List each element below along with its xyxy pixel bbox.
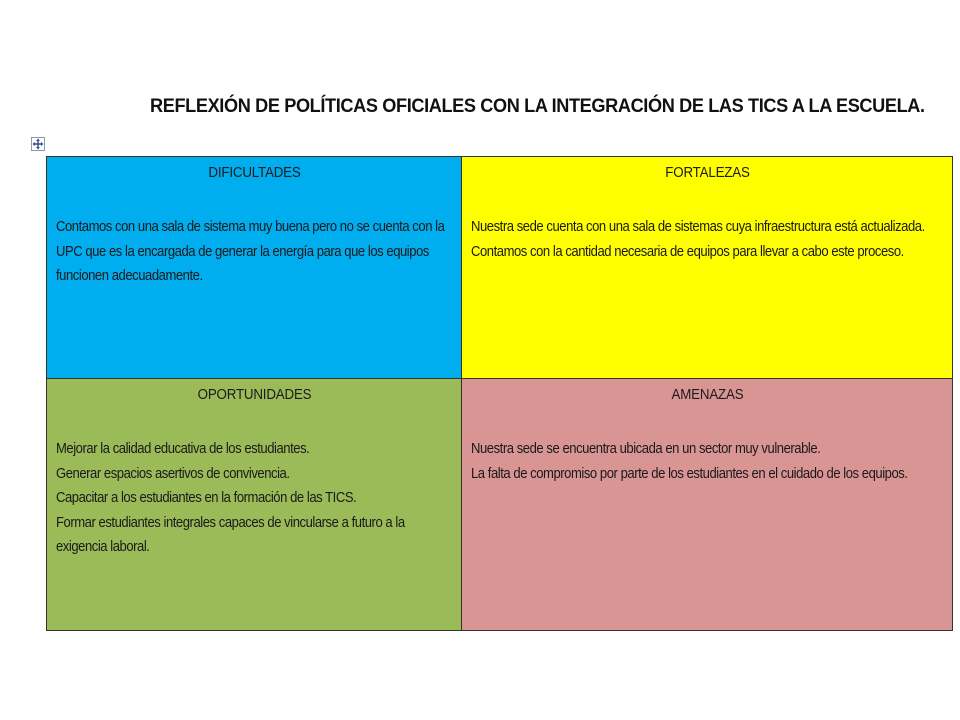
cell-amenazas[interactable] (462, 379, 953, 631)
swot-table (46, 156, 953, 631)
body-amenazas (471, 437, 944, 486)
header-dificultades: DIFICULTADES (208, 165, 301, 181)
header-oportunidades: OPORTUNIDADES (197, 387, 312, 403)
header-amenazas: AMENAZAS (671, 387, 744, 403)
move-icon (32, 138, 44, 150)
cell-oportunidades[interactable] (47, 379, 462, 631)
body-oportunidades (56, 437, 453, 560)
body-dificultades (56, 215, 453, 289)
paragraph: Nuestra sede cuenta con una sala de sistemas cuya infraestructura está actualizada. (471, 219, 925, 235)
paragraph: La falta de compromiso por parte de los estudiantes en el cuidado de los equipos. (471, 465, 908, 482)
cell-fortalezas[interactable] (462, 157, 953, 379)
header-fortalezas: FORTALEZAS (665, 165, 750, 181)
document-title: REFLEXIÓN DE POLÍTICAS OFICIALES CON LA INTEGRACIÓN DE LAS TICS A LA ESCUELA. (150, 95, 925, 117)
table-move-handle[interactable] (31, 137, 45, 151)
paragraph: Contamos con la cantidad necesaria de equipos para llevar a cabo este proceso. (471, 243, 904, 260)
paragraph: Generar espacios asertivos de convivencia. (56, 465, 290, 482)
cell-dificultades[interactable] (47, 157, 462, 379)
paragraph: Capacitar a los estudiantes en la formación de las TICS. (56, 490, 357, 506)
paragraph: Formar estudiantes integrales capaces de vincularse a futuro a la exigencia laboral. (56, 514, 405, 555)
paragraph: Mejorar la calidad educativa de los estudiantes. (56, 441, 310, 457)
paragraph: Contamos con una sala de sistema muy buena pero no se cuenta con la UPC que es la encargada de generar la energía para que los equipos funcionen adecuadamente. (56, 219, 445, 284)
paragraph: Nuestra sede se encuentra ubicada en un sector muy vulnerable. (471, 441, 821, 457)
body-fortalezas (471, 215, 944, 264)
